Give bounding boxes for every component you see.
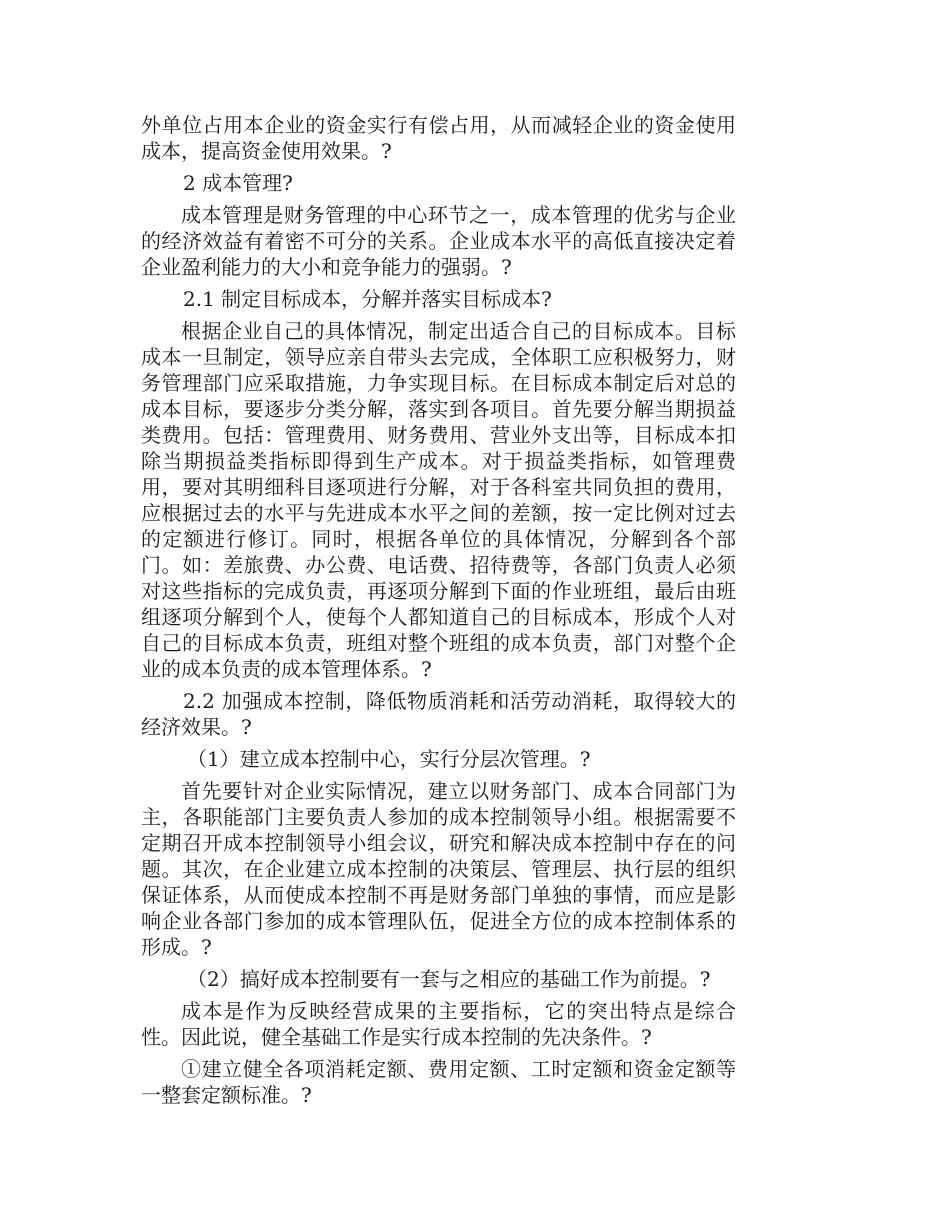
- paragraph-body: 首先要针对企业实际情况，建立以财务部门、成本合同部门为主，各职能部门主要负责人参加的成本控制领导小组。根据需要不定期召开成本控制领导小组会议，研究和解决成本控制中存在的问题。其次，在企业建立成本控制的决策层、管理层、执行层的组织保证体系，从而使成本控制不再是财务部门单独的事情，而应是影响企业各部门参加的成本管理队伍，促进全方位的成本控制体系的形成。?: [141, 779, 736, 959]
- list-item-heading: （1）建立成本控制中心，实行分层次管理。?: [187, 747, 591, 771]
- subsection-heading-target-cost: 2.1 制定目标成本，分解并落实目标成本?: [183, 287, 552, 311]
- paragraph-body: 成本管理是财务管理的中心环节之一，成本管理的优劣与企业的经济效益有着密不可分的关系。企业成本水平的高低直接决定着企业盈利能力的大小和竞争能力的强弱。?: [141, 203, 736, 279]
- section-heading-cost-management: 2 成本管理?: [183, 171, 293, 195]
- list-item-heading: （2）搞好成本控制要有一套与之相应的基础工作为前提。?: [187, 967, 711, 991]
- paragraph-body: 成本是作为反映经营成果的主要指标，它的突出特点是综合性。因此说，健全基础工作是实行成本控制的先决条件。?: [141, 999, 736, 1049]
- document-page: [141, 112, 736, 1114]
- paragraph-body: 根据企业自己的具体情况，制定出适合自己的目标成本。目标成本一旦制定，领导应亲自带头去完成，全体职工应积极努力，财务管理部门应采取措施，力争实现目标。在目标成本制定后对总的成本目标，要逐步分类分解，落实到各项目。首先要分解当期损益类费用。包括：管理费用、财务费用、营业外支出等，目标成本扣除当期损益类指标即得到生产成本。对于损益类指标，如管理费用，要对其明细科目逐项进行分解，对于各科室共同负担的费用，应根据过去的水平与先进成本水平之间的差额，按一定比例对过去的定额进行修订。同时，根据各单位的具体情况，分解到各个部门。如：差旅费、办公费、电话费、招待费等，各部门负责人必须对这些指标的完成负责，再逐项分解到下面的作业班组，最后由班组逐项分解到个人，使每个人都知道自己的目标成本，形成个人对自己的目标成本负责，班组对整个班组的成本负责，部门对整个企业的成本负责的成本管理体系。?: [141, 319, 736, 681]
- paragraph-body: ①建立健全各项消耗定额、费用定额、工时定额和资金定额等一整套定额标准。?: [141, 1057, 736, 1107]
- paragraph-continuation: 外单位占用本企业的资金实行有偿占用，从而减轻企业的资金使用成本，提高资金使用效果。?: [141, 113, 736, 163]
- subsection-heading-cost-control: 2.2 加强成本控制，降低物质消耗和活劳动消耗，取得较大的经济效果。?: [141, 689, 736, 739]
